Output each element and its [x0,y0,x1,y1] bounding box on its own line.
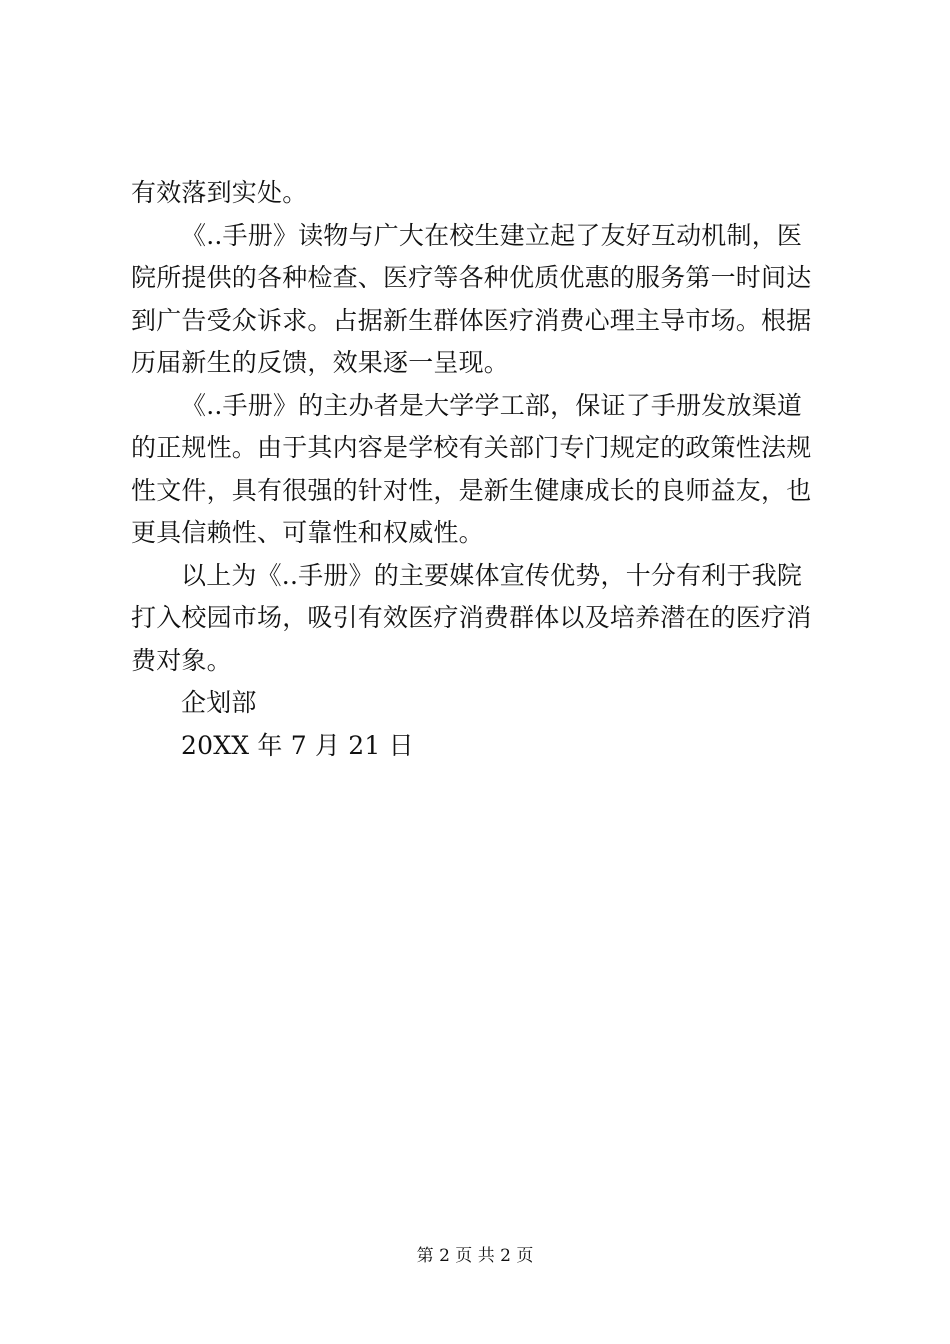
text-line: 院所提供的各种检查、医疗等各种优质优惠的服务第一时间达 [131,263,812,292]
text-line: 《..手册》的主办者是大学学工部，保证了手册发放渠道 [181,390,803,420]
text-line: 的正规性。由于其内容是学校有关部门专门规定的政策性法规 [131,433,812,462]
text-line: 更具信赖性、可靠性和权威性。 [131,518,484,547]
text-line: 打入校园市场，吸引有效医疗消费群体以及培养潜在的医疗消 [131,603,812,632]
signature-date: 20XX 年 7 月 21 日 [181,730,414,760]
signature-department: 企划部 [181,688,257,717]
text-line: 以上为《..手册》的主要媒体宣传优势，十分有利于我院 [181,560,803,590]
text-line: 费对象。 [131,645,232,675]
text-line: 《..手册》读物与广大在校生建立起了友好互动机制，医 [181,220,803,250]
text-line: 到广告受众诉求。占据新生群体医疗消费心理主导市场。根据 [131,305,812,335]
text-line: 有效落到实处。 [131,178,308,207]
text-line: 性文件，具有很强的针对性，是新生健康成长的良师益友，也 [131,475,812,505]
page-number-footer: 第 2 页 共 2 页 [416,1246,534,1266]
document-body [131,172,831,767]
text-line: 历届新生的反馈，效果逐一呈现。 [131,348,510,377]
